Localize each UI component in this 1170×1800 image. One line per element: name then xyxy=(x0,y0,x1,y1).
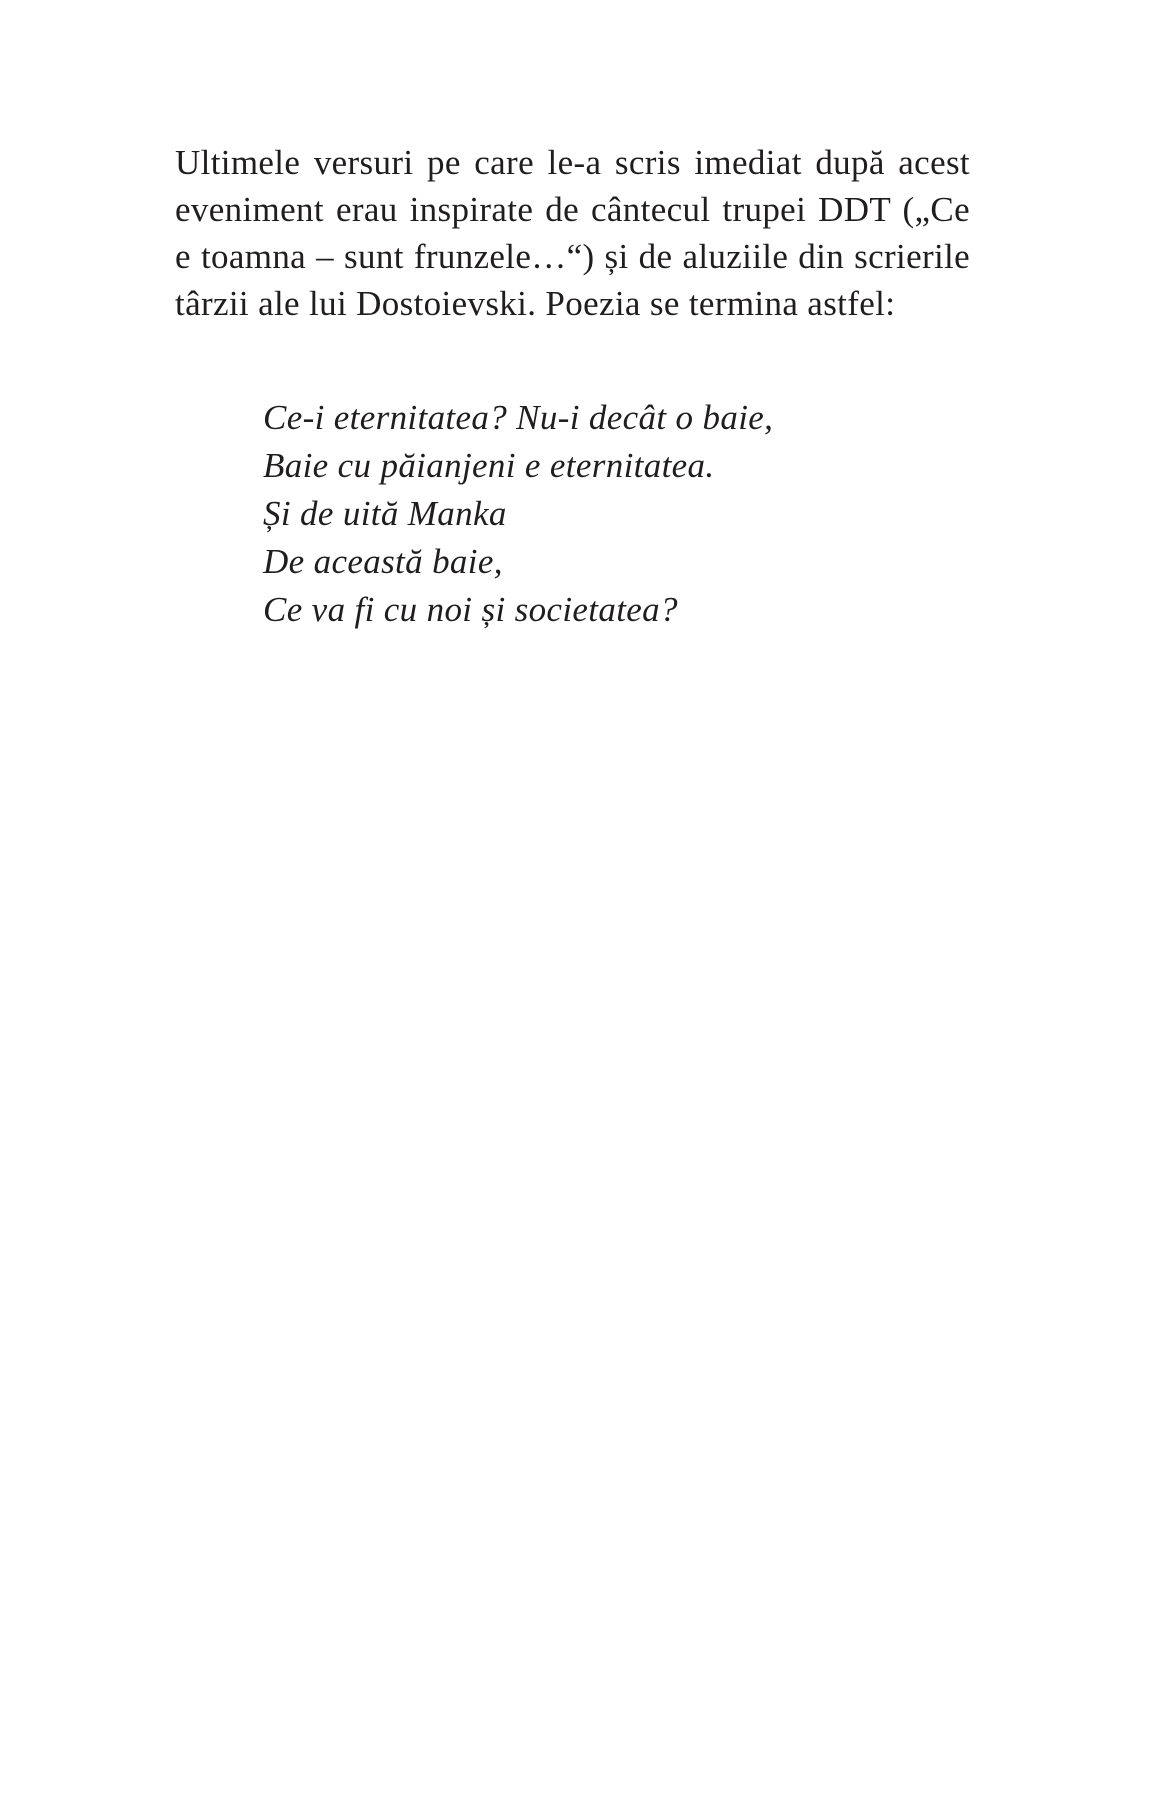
paragraph-line: târzii ale lui Dostoievski. Poezia se termina astfel: xyxy=(175,284,896,323)
poem-line: Ce-i eternitatea? Nu-i decât o baie, xyxy=(263,398,774,437)
paragraph-line: Ultimele versuri pe care le-a scris imediat după acest xyxy=(175,143,970,182)
poem-line: Baie cu păianjeni e eternitatea. xyxy=(263,446,715,485)
body-paragraph xyxy=(175,139,970,327)
paragraph-line: eveniment erau inspirate de cântecul trupei DDT („Ce xyxy=(175,190,970,229)
paragraph-line: e toamna – sunt frunzele…“) și de aluziile din scrierile xyxy=(175,237,970,276)
poem-line: Ce va fi cu noi și societatea? xyxy=(263,590,678,629)
poem-line: De această baie, xyxy=(263,542,503,581)
poem-quote xyxy=(263,394,913,634)
poem-line: Și de uită Manka xyxy=(263,494,507,533)
